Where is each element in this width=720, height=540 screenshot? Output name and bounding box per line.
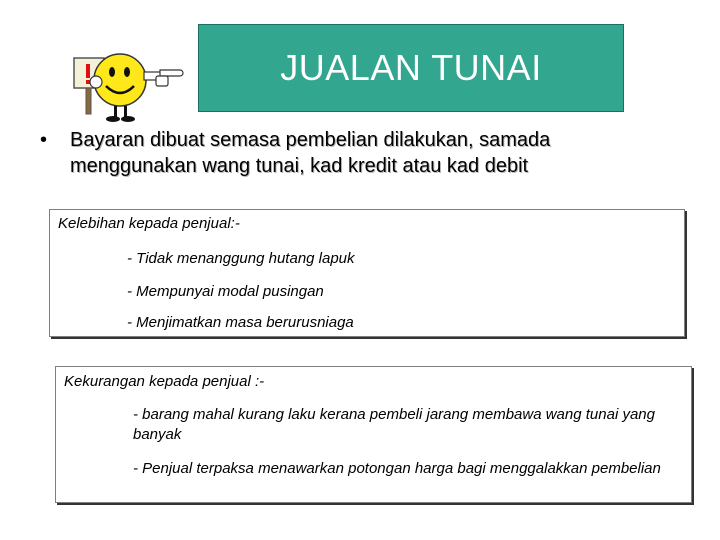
kekurangan-item: - barang mahal kurang laku kerana pembeli jarang membawa wang tunai yang banyak [133, 406, 655, 443]
kekurangan-box [55, 366, 692, 503]
kelebihan-heading: Kelebihan kepada penjual:- [58, 215, 240, 232]
kelebihan-item: - Menjimatkan masa berurusniaga [127, 314, 354, 331]
smiley-pointing-icon [70, 44, 185, 124]
kekurangan-item: - Penjual terpaksa menawarkan potongan harga bagi menggalakkan pembelian [133, 460, 661, 477]
bullet-point [40, 127, 680, 179]
kelebihan-item: - Tidak menanggung hutang lapuk [127, 250, 355, 267]
slide-title: JUALAN TUNAI [280, 47, 542, 88]
kekurangan-heading: Kekurangan kepada penjual :- [64, 373, 265, 390]
bullet-text: Bayaran dibuat semasa pembelian dilakukan, samada menggunakan wang tunai, kad kredit atau kad debit [70, 129, 551, 177]
title-banner [198, 24, 624, 112]
kelebihan-box [49, 209, 685, 337]
kelebihan-item: - Mempunyai modal pusingan [127, 283, 324, 300]
bullet-dot-icon: • [40, 129, 48, 151]
